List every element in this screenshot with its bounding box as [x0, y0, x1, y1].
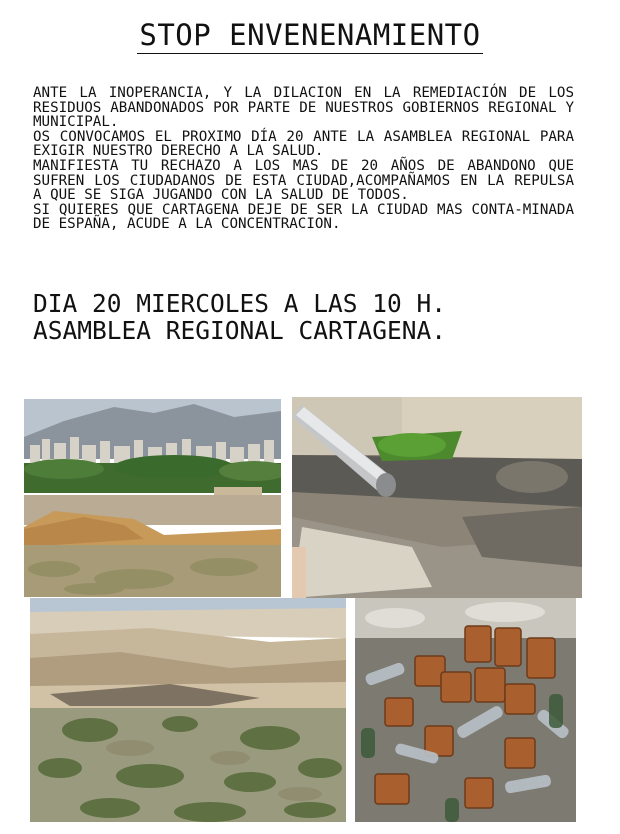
paragraph-3: MANIFIESTA TU RECHAZO A LOS MAS DE 20 AÑOS DE ABANDONO QUE SUFREN LOS CIUDADANOS DE ESTA CIUDAD,ACOMPAÑAMOS EN LA REPULSA A QUE SE SIGA JUGANDO CON LA SALUD DE TODOS.: [33, 157, 574, 204]
event-details: [33, 290, 446, 344]
pipe-drain-photo: [292, 397, 582, 598]
rusty-cans-photo: [355, 598, 576, 822]
city-wasteland-photo: [24, 399, 281, 597]
paragraph-1: ANTE LA INOPERANCIA, Y LA DILACION EN LA REMEDIACIÓN DE LOS RESIDUOS ABANDONADOS POR PARTE DE NUESTROS GOBIERNOS REGIONAL Y MUNICIPAL.: [33, 85, 574, 131]
paragraph-2: OS CONVOCAMOS EL PROXIMO DÍA 20 ANTE LA ASAMBLEA REGIONAL PARA EXIGIR NUESTRO DERECHO A LA SALUD.: [33, 128, 574, 160]
body-text: [33, 86, 574, 232]
paragraph-4: SI QUIERES QUE CARTAGENA DEJE DE SER LA CIUDAD MAS CONTA-MINADA DE ESPAÑA, ACUDE A LA CONCENTRACION.: [33, 201, 574, 233]
mining-landscape-photo: [30, 598, 346, 822]
page-title: STOP ENVENENAMIENTO: [139, 18, 481, 52]
event-location: ASAMBLEA REGIONAL CARTAGENA.: [33, 316, 447, 345]
event-date: DIA 20 MIERCOLES A LAS 10 H.: [33, 289, 447, 318]
